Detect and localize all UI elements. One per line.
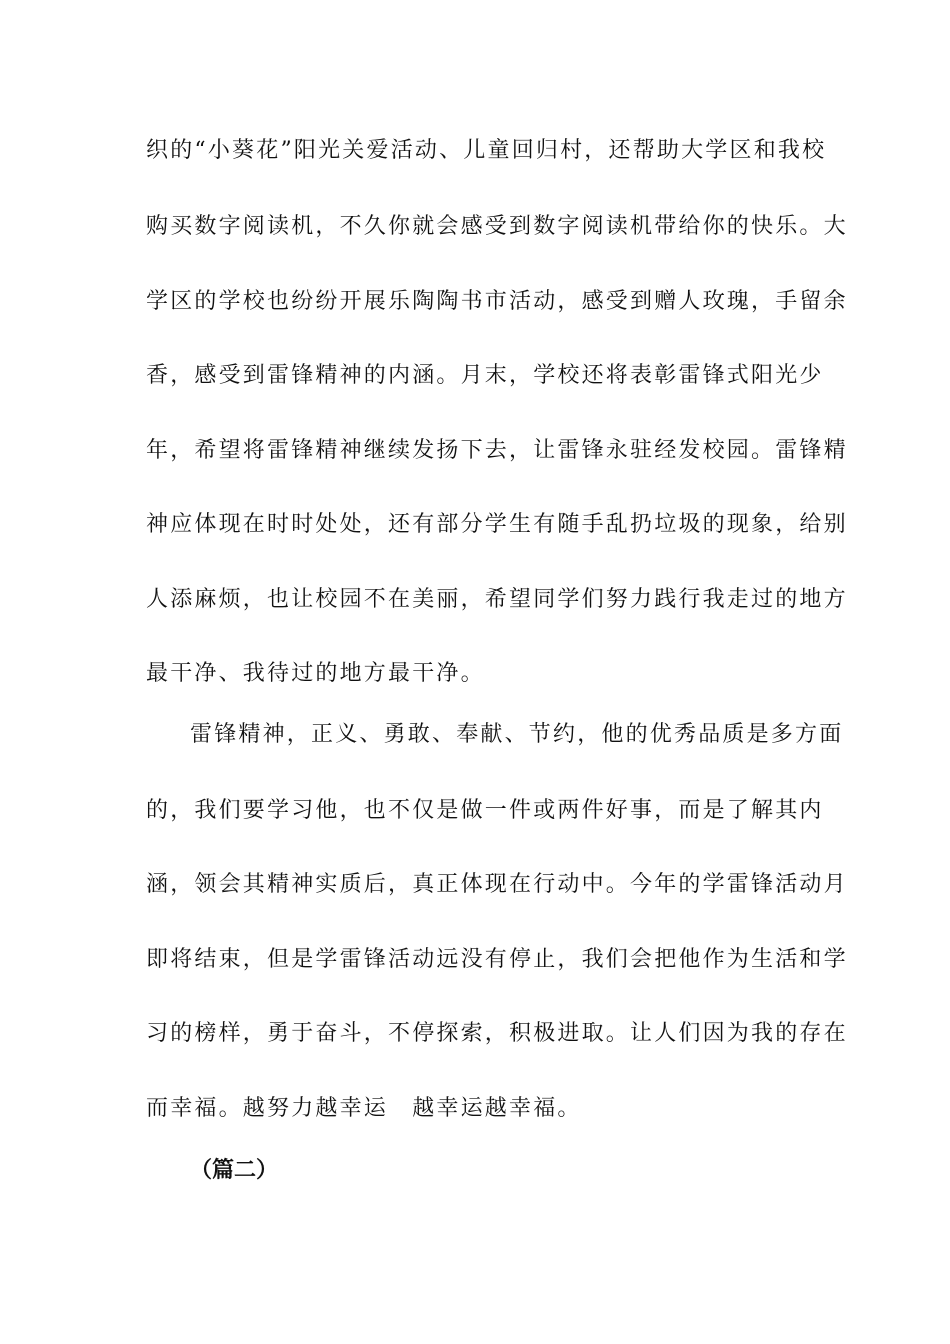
- paragraph-1-line-8: 最干净、我待过的地方最干净。: [146, 661, 485, 686]
- paragraph-1-line-5: 年，希望将雷锋精神继续发扬下去，让雷锋永驻经发校园。雷锋精: [146, 438, 848, 463]
- paragraph-1-line-4: 香，感受到雷锋精神的内涵。月末，学校还将表彰雷锋式阳光少: [146, 363, 824, 388]
- paragraph-1-line-3: 学区的学校也纷纷开展乐陶陶书市活动，感受到赠人玫瑰，手留余: [146, 289, 848, 314]
- paragraph-2-line-6: 而幸福。越努力越幸运 越幸运越幸福。: [146, 1096, 582, 1121]
- section-heading: （篇二）: [190, 1158, 279, 1183]
- paragraph-1-line-2: 购买数字阅读机，不久你就会感受到数字阅读机带给你的快乐。大: [146, 214, 848, 239]
- paragraph-1-line-7: 人添麻烦，也让校园不在美丽，希望同学们努力践行我走过的地方: [146, 587, 848, 612]
- paragraph-2-line-3: 涵，领会其精神实质后，真正体现在行动中。今年的学雷锋活动月: [146, 872, 848, 897]
- paragraph-2-line-1: 雷锋精神，正义、勇敢、奉献、节约，他的优秀品质是多方面: [190, 722, 844, 747]
- paragraph-2-line-5: 习的榜样，勇于奋斗，不停探索，积极进取。让人们因为我的存在: [146, 1021, 848, 1046]
- paragraph-2-line-4: 即将结束，但是学雷锋活动远没有停止，我们会把他作为生活和学: [146, 947, 848, 972]
- paragraph-1-line-1: 织的“小葵花”阳光关爱活动、儿童回归村，还帮助大学区和我校: [146, 138, 827, 163]
- paragraph-2-line-2: 的，我们要学习他，也不仅是做一件或两件好事，而是了解其内: [146, 798, 824, 823]
- paragraph-1-line-6: 神应体现在时时处处，还有部分学生有随手乱扔垃圾的现象，给别: [146, 512, 848, 537]
